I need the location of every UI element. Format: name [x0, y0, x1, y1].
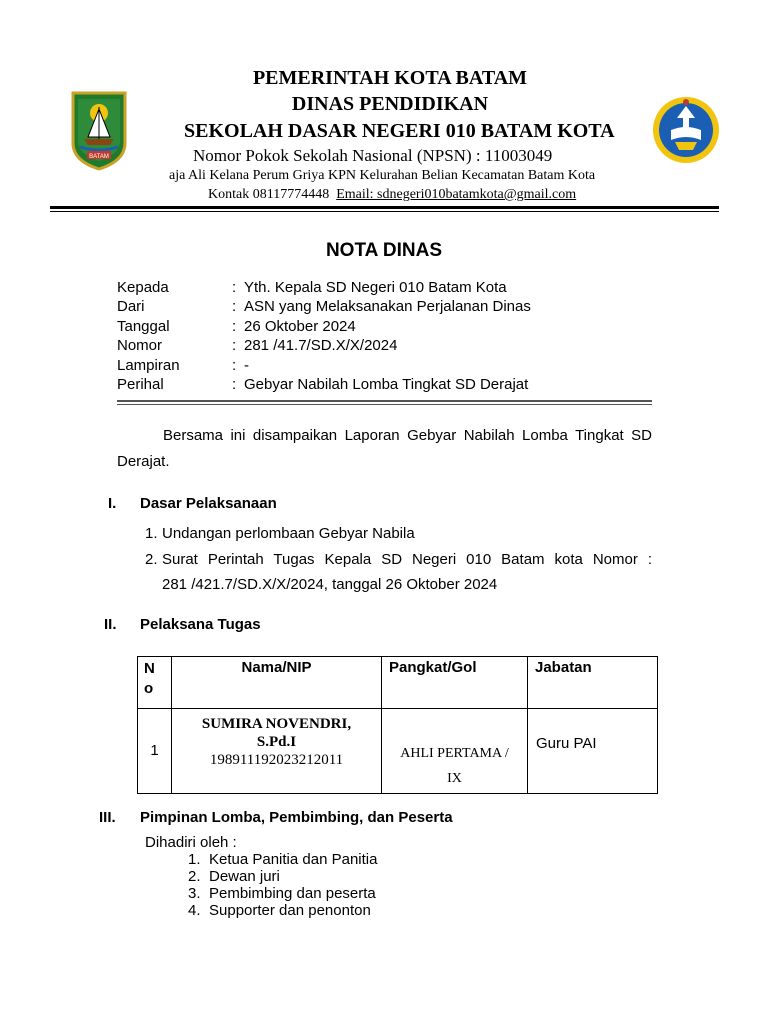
meta-value-kepada: Yth. Kepala SD Negeri 010 Batam Kota: [244, 279, 507, 296]
officer-name-line-2: S.Pd.I: [256, 734, 297, 750]
header-nama-label: Nama/NIP: [241, 659, 312, 676]
basis-item-1-number: 1.: [145, 525, 158, 542]
row-no-value: 1: [150, 742, 159, 759]
meta-colon: :: [232, 376, 237, 393]
document-title: NOTA DINAS: [325, 240, 443, 261]
officer-name-line-1: SUMIRA NOVENDRI,: [201, 716, 352, 732]
attendee-2-text: Dewan juri: [209, 868, 280, 885]
attendee-1-number: 1.: [188, 851, 201, 868]
row-pangkat: [382, 709, 528, 794]
school-address: aja Ali Kelana Perum Griya KPN Kelurahan Belian Kecamatan Batam Kota: [169, 168, 596, 183]
header-pangkat: [382, 657, 528, 709]
intro-line-1: Bersama ini disampaikan Laporan Gebyar Nabilah Lomba Tingkat SD: [163, 427, 652, 444]
section-2-title: Pelaksana Tugas: [140, 616, 261, 633]
header-jabatan-label: Jabatan: [535, 659, 592, 676]
officer-table: [137, 656, 658, 794]
tut-wuri-handayani-logo: [651, 84, 721, 176]
meta-divider-thin: [117, 404, 652, 405]
npsn-line: Nomor Pokok Sekolah Nasional (NPSN) : 11003049: [193, 146, 553, 165]
attendee-4-number: 4.: [188, 902, 201, 919]
row-no: [138, 709, 172, 794]
meta-colon: :: [232, 279, 237, 296]
contact-phone: Kontak 08117774448: [208, 187, 330, 202]
meta-value-tanggal: 26 Oktober 2024: [244, 318, 356, 335]
basis-item-2-number: 2.: [145, 551, 158, 568]
school-name: SEKOLAH DASAR NEGERI 010 BATAM KOTA: [184, 120, 615, 142]
meta-colon: :: [232, 337, 237, 354]
header-pangkat-label: Pangkat/Gol: [389, 659, 477, 676]
officer-nip: 198911192023212011: [209, 752, 344, 768]
meta-label-lampiran: Lampiran: [117, 357, 180, 374]
meta-value-perihal: Gebyar Nabilah Lomba Tingkat SD Derajat: [244, 376, 529, 393]
svg-text:BATAM: BATAM: [89, 154, 109, 160]
attendee-2-number: 2.: [188, 868, 201, 885]
row-jabatan: [528, 709, 658, 794]
letterhead-rule: [50, 206, 719, 209]
section-2-number: II.: [104, 616, 117, 633]
basis-item-1-text: Undangan perlombaan Gebyar Nabila: [162, 525, 415, 542]
attendee-1-text: Ketua Panitia dan Panitia: [209, 851, 378, 868]
section-3-number: III.: [99, 809, 116, 826]
letterhead-rule-thin: [50, 211, 719, 212]
meta-value-nomor: 281 /41.7/SD.X/X/2024: [244, 337, 398, 354]
meta-label-perihal: Perihal: [117, 376, 164, 393]
basis-item-2-continuation: 281 /421.7/SD.X/X/2024, tanggal 26 Oktober 2024: [162, 576, 498, 593]
table-row: [138, 709, 658, 794]
intro-paragraph: [117, 423, 652, 475]
header-no: [138, 657, 172, 709]
meta-colon: :: [232, 318, 237, 335]
attendee-3-text: Pembimbing dan peserta: [209, 885, 376, 902]
attendance-intro: Dihadiri oleh :: [145, 834, 237, 851]
agency-name: DINAS PENDIDIKAN: [291, 93, 489, 115]
header-no-line-2: o: [144, 680, 154, 697]
officer-rank-line-1: AHLI PERTAMA /: [400, 746, 509, 761]
meta-colon: :: [232, 357, 237, 374]
meta-value-lampiran: -: [244, 357, 249, 374]
intro-line-2: Derajat.: [117, 453, 170, 470]
section-3-title: Pimpinan Lomba, Pembimbing, dan Peserta: [140, 809, 453, 826]
attendee-3-number: 3.: [188, 885, 201, 902]
meta-label-tanggal: Tanggal: [117, 318, 170, 335]
contact-email[interactable]: Email: sdnegeri010batamkota@gmail.com: [336, 187, 577, 202]
meta-value-dari: ASN yang Melaksanakan Perjalanan Dinas: [244, 298, 531, 315]
meta-label-kepada: Kepada: [117, 279, 169, 296]
meta-label-dari: Dari: [117, 298, 145, 315]
officer-position: Guru PAI: [536, 735, 597, 752]
header-jabatan: [528, 657, 658, 709]
row-name-nip: [172, 709, 382, 794]
meta-divider: [117, 400, 652, 402]
header-no-line-1: N: [144, 660, 155, 677]
table-header-row: [138, 657, 658, 709]
basis-item-2-text: Surat Perintah Tugas Kepala SD Negeri 010 Batam kota Nomor :: [162, 551, 652, 568]
meta-label-nomor: Nomor: [117, 337, 163, 354]
attendee-4-text: Supporter dan penonton: [209, 902, 371, 919]
government-name: PEMERINTAH KOTA BATAM: [252, 67, 528, 89]
section-1-title: Dasar Pelaksanaan: [140, 495, 277, 512]
section-1-number: I.: [108, 495, 117, 512]
officer-rank-line-2: IX: [447, 771, 462, 786]
header-nama: [172, 657, 382, 709]
meta-colon: :: [232, 298, 237, 315]
contact-line: [208, 187, 576, 203]
